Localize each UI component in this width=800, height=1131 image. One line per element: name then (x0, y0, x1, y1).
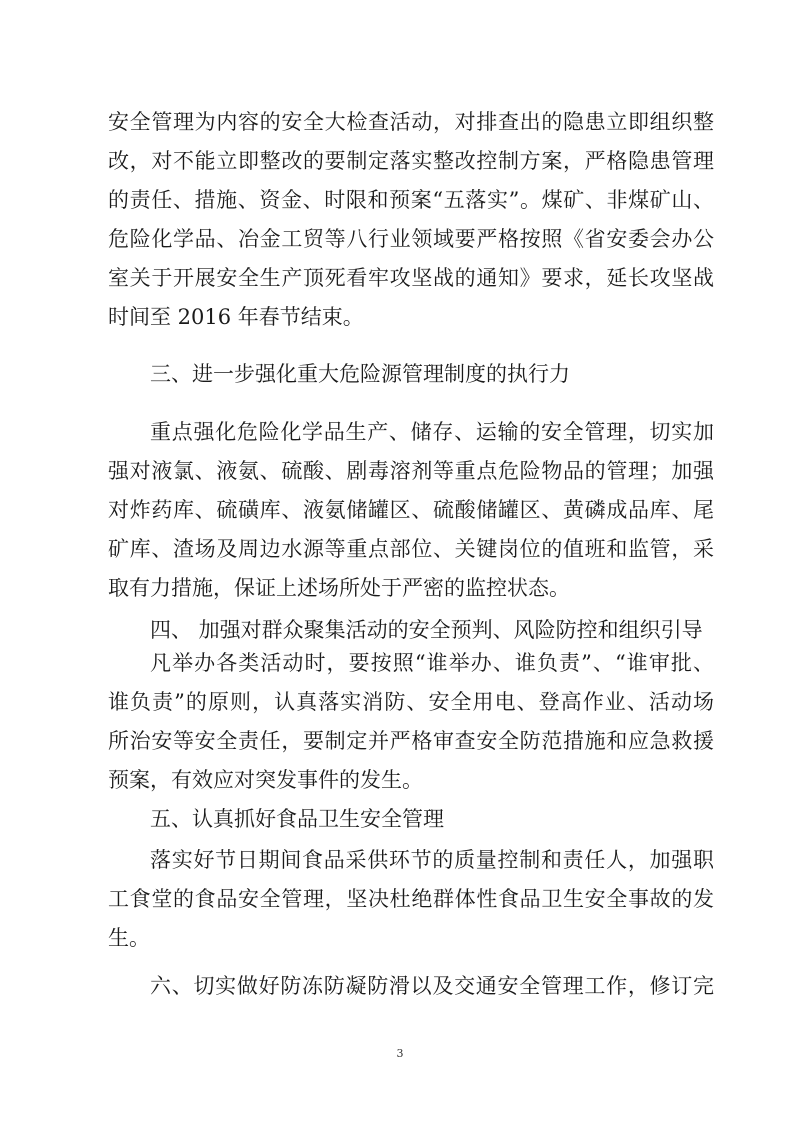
text-line-4: 危险化学品、冶金工贸等八行业领域要严格按照《省安委会办公 (108, 227, 714, 251)
text-line-5: 室关于开展安全生产顶死看牢攻坚战的通知》要求，延长攻坚战 (108, 266, 714, 290)
text-line-16: 所治安等安全责任，要制定并严格审查安全防范措施和应急救援 (108, 729, 714, 753)
section-heading-3: 三、进一步强化重大危险源管理制度的执行力 (150, 362, 570, 386)
text-line-12: 取有力措施，保证上述场所处于严密的监控状态。 (108, 576, 570, 600)
section-heading-5: 五、认真抓好食品卫生安全管理 (150, 807, 444, 831)
text-line-9: 强对液氯、液氨、硫酸、剧毒溶剂等重点危险物品的管理；加强 (108, 459, 714, 483)
section-heading-6: 六、切实做好防冻防凝防滑以及交通安全管理工作，修订完 (150, 974, 714, 998)
text-line-20: 工食堂的食品安全管理，坚决杜绝群体性食品卫生安全事故的发 (108, 887, 714, 911)
text-line-10: 对炸药库、硫磺库、液氨储罐区、硫酸储罐区、黄磷成品库、尾 (108, 498, 714, 522)
text-line-11: 矿库、渣场及周边水源等重点部位、关键岗位的值班和监管，采 (108, 537, 714, 561)
text-line-21: 生。 (108, 926, 150, 950)
text-line-6: 时间至 2016 年春节结束。 (108, 305, 364, 329)
section-heading-4: 四、 加强对群众聚集活动的安全预判、风险防控和组织引导 (150, 618, 703, 642)
text-line-19: 落实好节日期间食品采供环节的质量控制和责任人，加强职 (150, 848, 714, 872)
text-line-3: 的责任、措施、资金、时限和预案“五落实”。煤矿、非煤矿山、 (108, 188, 714, 212)
text-line-2: 改，对不能立即整改的要制定落实整改控制方案，严格隐患管理 (108, 149, 714, 173)
text-line-1: 安全管理为内容的安全大检查活动，对排查出的隐患立即组织整 (108, 110, 714, 134)
page-number: 3 (396, 1047, 404, 1060)
text-line-14: 凡举办各类活动时，要按照“谁举办、谁负责”、“谁审批、 (150, 651, 714, 675)
text-line-8: 重点强化危险化学品生产、储存、运输的安全管理，切实加 (150, 420, 714, 444)
text-line-17: 预案，有效应对突发事件的发生。 (108, 768, 423, 792)
text-line-15: 谁负责”的原则，认真落实消防、安全用电、登高作业、活动场 (108, 690, 714, 714)
